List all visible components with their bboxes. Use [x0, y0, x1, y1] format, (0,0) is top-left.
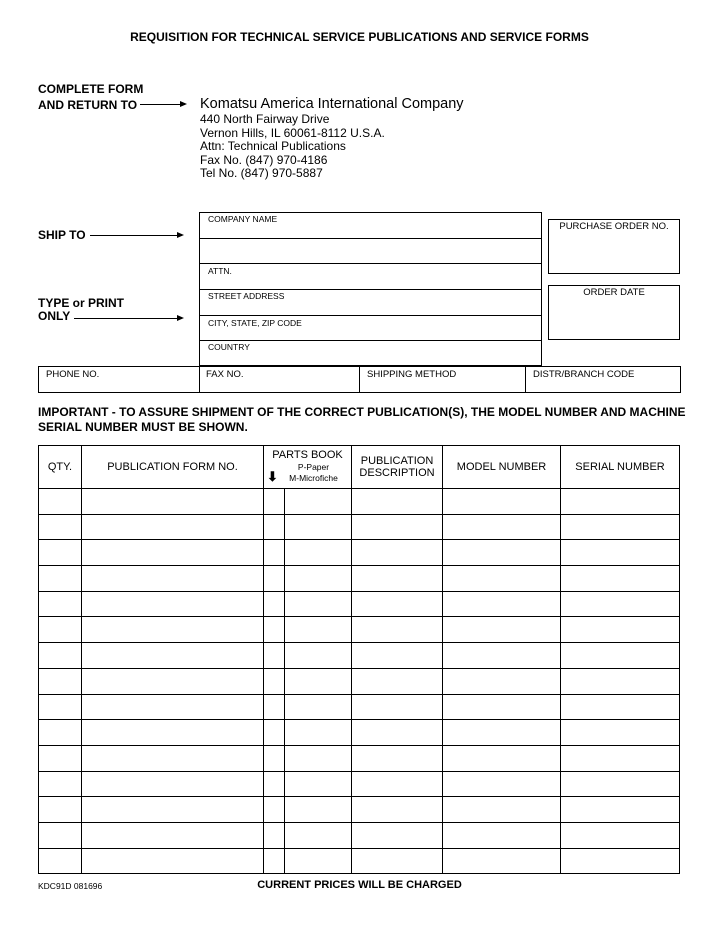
qty-cell[interactable]: [39, 720, 82, 746]
form-no-cell[interactable]: [82, 540, 264, 566]
form-no-cell[interactable]: [82, 643, 264, 669]
description-cell[interactable]: [352, 617, 443, 643]
model-number-cell[interactable]: [443, 745, 561, 771]
serial-number-cell[interactable]: [561, 617, 680, 643]
form-no-cell[interactable]: [82, 514, 264, 540]
form-no-cell[interactable]: [82, 617, 264, 643]
city-state-zip-label: CITY, STATE, ZIP CODE: [208, 318, 302, 328]
description-cell[interactable]: [352, 591, 443, 617]
order-date-field[interactable]: [548, 285, 680, 340]
parts-book-spacer-cell[interactable]: [285, 797, 352, 823]
table-row: [39, 540, 680, 566]
qty-cell[interactable]: [39, 848, 82, 874]
form-no-cell[interactable]: [82, 668, 264, 694]
form-no-header: PUBLICATION FORM NO.: [82, 446, 264, 489]
fax-label: FAX NO.: [206, 369, 244, 380]
model-number-cell[interactable]: [443, 771, 561, 797]
order-date-label: ORDER DATE: [583, 287, 645, 298]
qty-cell[interactable]: [39, 668, 82, 694]
fax-field[interactable]: [199, 367, 360, 392]
model-number-cell[interactable]: [443, 540, 561, 566]
parts-book-spacer-cell[interactable]: [285, 591, 352, 617]
parts-book-spacer-cell[interactable]: [285, 822, 352, 848]
form-no-cell[interactable]: [82, 720, 264, 746]
parts-book-code-cell[interactable]: [264, 694, 285, 720]
qty-cell[interactable]: [39, 797, 82, 823]
qty-cell[interactable]: [39, 822, 82, 848]
parts-book-spacer-cell[interactable]: [285, 617, 352, 643]
description-header: [352, 446, 443, 489]
country-label: COUNTRY: [208, 342, 250, 352]
parts-book-spacer-cell[interactable]: [285, 694, 352, 720]
table-row: [39, 694, 680, 720]
description-header-line-2: DESCRIPTION: [359, 467, 435, 479]
parts-book-code-cell[interactable]: [264, 668, 285, 694]
serial-number-cell[interactable]: [561, 489, 680, 515]
qty-cell[interactable]: [39, 514, 82, 540]
description-cell[interactable]: [352, 797, 443, 823]
return-address: [200, 96, 464, 181]
qty-cell[interactable]: [39, 540, 82, 566]
address-city: Vernon Hills, IL 60061-8112 U.S.A.: [200, 125, 385, 140]
parts-book-code-cell[interactable]: [264, 771, 285, 797]
type-print-line-2: ONLY: [38, 309, 71, 323]
attn-field[interactable]: [200, 264, 541, 290]
serial-number-cell[interactable]: [561, 771, 680, 797]
phone-field[interactable]: [39, 367, 200, 392]
important-notice: IMPORTANT - TO ASSURE SHIPMENT OF THE CORRECT PUBLICATION(S), THE MODEL NUMBER AND MACHINE SERIAL NUMBER MUST BE SHOWN.: [38, 405, 686, 434]
parts-book-code-cell[interactable]: [264, 643, 285, 669]
parts-book-code-cell[interactable]: [264, 489, 285, 515]
type-print-line-1: TYPE or PRINT: [38, 296, 125, 310]
parts-book-spacer-cell[interactable]: [285, 771, 352, 797]
qty-cell[interactable]: [39, 745, 82, 771]
model-number-cell[interactable]: [443, 489, 561, 515]
model-number-cell[interactable]: [443, 720, 561, 746]
parts-book-code-cell[interactable]: [264, 591, 285, 617]
form-no-cell[interactable]: [82, 489, 264, 515]
attn-label: ATTN.: [208, 266, 232, 276]
model-number-cell[interactable]: [443, 617, 561, 643]
form-no-cell[interactable]: [82, 591, 264, 617]
company-name-field[interactable]: [200, 213, 541, 239]
parts-book-label: PARTS BOOK: [272, 449, 343, 461]
serial-number-cell[interactable]: [561, 797, 680, 823]
description-cell[interactable]: [352, 822, 443, 848]
address-tel: Tel No. (847) 970-5887: [200, 166, 323, 181]
parts-book-code-cell[interactable]: [264, 822, 285, 848]
description-cell[interactable]: [352, 694, 443, 720]
table-row: [39, 822, 680, 848]
serial-number-cell[interactable]: [561, 822, 680, 848]
model-number-cell[interactable]: [443, 514, 561, 540]
arrow-down-icon: ⬇: [267, 469, 278, 484]
form-title: REQUISITION FOR TECHNICAL SERVICE PUBLICATIONS AND SERVICE FORMS: [130, 30, 589, 44]
country-field[interactable]: [200, 341, 541, 365]
serial-number-cell[interactable]: [561, 668, 680, 694]
model-number-cell[interactable]: [443, 566, 561, 592]
form-no-cell[interactable]: [82, 566, 264, 592]
serial-number-cell[interactable]: [561, 643, 680, 669]
qty-cell[interactable]: [39, 489, 82, 515]
purchase-order-field[interactable]: [548, 219, 680, 274]
publications-table: [38, 445, 680, 874]
model-number-cell[interactable]: [443, 822, 561, 848]
qty-cell[interactable]: [39, 617, 82, 643]
parts-book-code-cell[interactable]: [264, 745, 285, 771]
return-label-line-1: COMPLETE FORM: [38, 82, 144, 96]
form-no-cell[interactable]: [82, 771, 264, 797]
city-state-zip-field[interactable]: [200, 316, 541, 341]
table-row: [39, 745, 680, 771]
ship-to-box: [199, 212, 542, 366]
description-header-line-1: PUBLICATION: [360, 455, 434, 467]
shipping-method-field[interactable]: [360, 367, 526, 392]
description-cell[interactable]: [352, 489, 443, 515]
ship-to-label: SHIP TO: [38, 228, 86, 242]
parts-book-code-cell[interactable]: [264, 797, 285, 823]
parts-book-spacer-cell[interactable]: [285, 514, 352, 540]
parts-book-code-cell[interactable]: [264, 848, 285, 874]
table-row: [39, 848, 680, 874]
form-code: KDC91D 081696: [38, 881, 103, 891]
qty-cell[interactable]: [39, 771, 82, 797]
form-no-cell[interactable]: [82, 694, 264, 720]
qty-cell[interactable]: [39, 694, 82, 720]
form-no-cell[interactable]: [82, 822, 264, 848]
serial-number-cell[interactable]: [561, 745, 680, 771]
serial-number-cell[interactable]: [561, 540, 680, 566]
prices-note: CURRENT PRICES WILL BE CHARGED: [257, 879, 462, 891]
parts-book-paper: P-Paper: [297, 462, 330, 472]
phone-label: PHONE NO.: [46, 369, 100, 380]
return-label: [38, 81, 143, 113]
arrow-right-icon: [140, 104, 185, 105]
table-row: [39, 643, 680, 669]
table-row: [39, 489, 680, 515]
serial-number-cell[interactable]: [561, 591, 680, 617]
contact-row: [38, 366, 681, 393]
parts-book-spacer-cell[interactable]: [285, 720, 352, 746]
address-street: 440 North Fairway Drive: [200, 112, 330, 126]
table-row: [39, 668, 680, 694]
description-cell[interactable]: [352, 848, 443, 874]
qty-cell[interactable]: [39, 566, 82, 592]
serial-header: SERIAL NUMBER: [561, 446, 680, 489]
purchase-order-label: PURCHASE ORDER NO.: [559, 221, 669, 232]
table-row: [39, 566, 680, 592]
form-no-cell[interactable]: [82, 848, 264, 874]
table-row: [39, 514, 680, 540]
arrow-right-icon: [90, 235, 182, 236]
parts-book-spacer-cell[interactable]: [285, 848, 352, 874]
table-row: [39, 617, 680, 643]
model-number-cell[interactable]: [443, 591, 561, 617]
address-attn: Attn: Technical Publications: [200, 139, 346, 154]
table-row: [39, 771, 680, 797]
table-row: [39, 797, 680, 823]
parts-book-spacer-cell[interactable]: [285, 566, 352, 592]
parts-book-header: [264, 446, 352, 489]
qty-cell[interactable]: [39, 643, 82, 669]
parts-book-code-cell[interactable]: [264, 514, 285, 540]
serial-number-cell[interactable]: [561, 694, 680, 720]
parts-book-code-cell[interactable]: [264, 566, 285, 592]
description-cell[interactable]: [352, 745, 443, 771]
description-cell[interactable]: [352, 720, 443, 746]
serial-number-cell[interactable]: [561, 566, 680, 592]
parts-book-code-cell[interactable]: [264, 617, 285, 643]
table-row: [39, 720, 680, 746]
table-row: [39, 591, 680, 617]
qty-cell[interactable]: [39, 591, 82, 617]
company-name-field-line-2[interactable]: [200, 239, 541, 264]
address-company: Komatsu America International Company: [200, 96, 464, 112]
serial-number-cell[interactable]: [561, 720, 680, 746]
model-header: MODEL NUMBER: [443, 446, 561, 489]
description-cell[interactable]: [352, 514, 443, 540]
description-cell[interactable]: [352, 668, 443, 694]
return-label-line-2: AND RETURN TO: [38, 98, 138, 112]
serial-number-cell[interactable]: [561, 848, 680, 874]
parts-book-microfiche: M-Microfiche: [289, 473, 338, 483]
description-cell[interactable]: [352, 771, 443, 797]
description-cell[interactable]: [352, 566, 443, 592]
form-no-cell[interactable]: [82, 745, 264, 771]
street-address-label: STREET ADDRESS: [208, 291, 285, 301]
parts-book-spacer-cell[interactable]: [285, 745, 352, 771]
type-print-label: [38, 297, 124, 323]
form-no-cell[interactable]: [82, 797, 264, 823]
qty-header: QTY.: [39, 446, 82, 489]
parts-book-code-cell[interactable]: [264, 720, 285, 746]
table-header-row: [39, 446, 680, 489]
parts-book-spacer-cell[interactable]: [285, 540, 352, 566]
model-number-cell[interactable]: [443, 643, 561, 669]
address-fax: Fax No. (847) 970-4186: [200, 152, 328, 167]
model-number-cell[interactable]: [443, 797, 561, 823]
arrow-right-icon: [74, 318, 182, 319]
parts-book-spacer-cell[interactable]: [285, 489, 352, 515]
street-address-field[interactable]: [200, 290, 541, 316]
parts-book-code-cell[interactable]: [264, 540, 285, 566]
model-number-cell[interactable]: [443, 668, 561, 694]
description-cell[interactable]: [352, 643, 443, 669]
model-number-cell[interactable]: [443, 694, 561, 720]
description-cell[interactable]: [352, 540, 443, 566]
parts-book-spacer-cell[interactable]: [285, 643, 352, 669]
parts-book-spacer-cell[interactable]: [285, 668, 352, 694]
company-name-label: COMPANY NAME: [208, 214, 278, 224]
model-number-cell[interactable]: [443, 848, 561, 874]
distr-branch-label: DISTR/BRANCH CODE: [533, 369, 635, 380]
serial-number-cell[interactable]: [561, 514, 680, 540]
shipping-method-label: SHIPPING METHOD: [367, 369, 457, 380]
distr-branch-field[interactable]: [526, 367, 680, 392]
